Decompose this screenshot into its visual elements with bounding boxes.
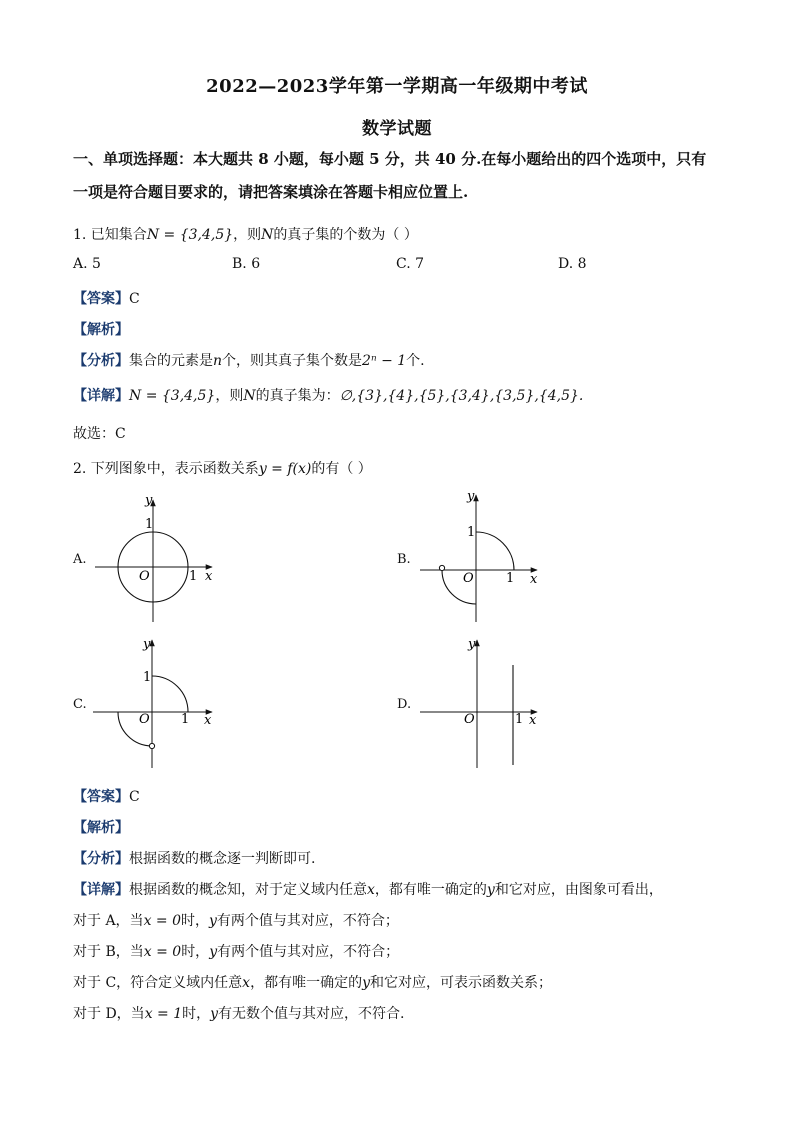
q2-case-b — [73, 941, 399, 961]
graph-a-tick-y: 1 — [145, 517, 154, 532]
graph-d-origin: O — [464, 712, 475, 727]
graph-c-tick-y: 1 — [143, 670, 152, 685]
q2-detail-c: 和它对应，由图象可看出， — [494, 882, 663, 898]
q2-case-d-text: 对于 D，当 — [73, 1006, 145, 1022]
graph-c-tick-x: 1 — [181, 712, 190, 727]
q2-stem-prefix: 2. 下列图象中，表示函数关系 — [73, 461, 259, 477]
q1-fenxi-tag: 【分析】 — [73, 353, 129, 369]
q2-case-d-end: 有无数个值与其对应，不符合. — [218, 1006, 405, 1022]
q2-case-b-mid: 时， — [181, 944, 210, 960]
q1-fenxi-formula: 2ⁿ − 1 — [362, 353, 407, 369]
graph-b-x-label: x — [530, 572, 538, 587]
graph-d-tick-x: 1 — [515, 712, 524, 727]
graph-c-x-label: x — [204, 713, 212, 728]
q2-case-b-end: 有两个值与其对应，不符合； — [217, 944, 400, 960]
q1-set-name: N — [261, 227, 274, 243]
q1-fenxi-text-a: 集合的元素是 — [129, 353, 213, 369]
q1-fenxi-text-c: 个. — [406, 353, 425, 369]
graph-d — [420, 637, 537, 768]
q2-stem-suffix: 的有（ ） — [311, 461, 372, 477]
graph-d-y-label: y — [468, 637, 476, 652]
q2-case-b-text: 对于 B，当 — [73, 944, 144, 960]
q1-option-c: C. 7 — [396, 256, 425, 272]
q1-detail-n: N — [243, 388, 256, 404]
q2-case-a-mid: 时， — [181, 913, 209, 929]
q2-stem-formula: y = f(x) — [258, 461, 312, 477]
graph-b-y-label: y — [467, 489, 475, 504]
q1-option-b: B. 6 — [232, 256, 261, 272]
graph-d-x-label: x — [529, 713, 537, 728]
q1-fenxi-n: n — [213, 353, 223, 369]
q2-case-c-y: y — [362, 975, 370, 991]
graph-c-origin: O — [139, 712, 150, 727]
q2-detail-b: ，都有唯一确定的 — [374, 882, 487, 898]
q2-case-c-math: x — [242, 975, 251, 991]
graph-b-label: B. — [397, 552, 411, 567]
q2-case-c-mid: ，都有唯一确定的 — [250, 975, 363, 991]
q2-case-c-end: 和它对应，可表示函数关系； — [370, 975, 552, 991]
graph-c-arc-upper-right — [152, 676, 188, 712]
graph-a — [95, 493, 213, 622]
graph-b — [420, 489, 538, 622]
q2-case-a-end: 有两个值与其对应，不符合； — [216, 913, 399, 929]
q2-case-a-text: 对于 A，当 — [73, 913, 144, 929]
q2-analysis-label: 【解析】 — [73, 820, 129, 836]
q1-detail-text-b: ，则 — [215, 388, 244, 404]
q2-case-a-math: x = 0 — [143, 913, 181, 929]
graph-c — [93, 637, 212, 768]
graph-a-label: A. — [73, 552, 87, 567]
graph-d-label: D. — [397, 697, 412, 712]
q1-fenxi-text-b: 个，则其真子集个数是 — [222, 353, 363, 369]
q2-case-c — [73, 972, 552, 992]
q1-answer-tag: 【答案】 — [73, 291, 129, 307]
q1-answer-value: C — [129, 291, 140, 307]
q2-answer-value: C — [129, 789, 140, 805]
q1-option-a: A. 5 — [73, 256, 101, 272]
q2-analysis-tag — [73, 817, 129, 837]
q1-set-expr: N = {3,4,5} — [146, 227, 234, 243]
q2-case-d-math: x = 1 — [144, 1006, 183, 1022]
q1-detail-tag: 【详解】 — [73, 388, 129, 404]
q2-detail-tag: 【详解】 — [73, 882, 129, 898]
q2-case-d-mid: 时， — [182, 1006, 211, 1022]
q1-stem-suffix: 的真子集的个数为（ ） — [273, 227, 418, 243]
q2-answer-tag: 【答案】 — [73, 789, 129, 805]
q1-option-d: D. 8 — [558, 256, 587, 272]
graph-c-y-label: y — [143, 637, 151, 652]
q2-case-b-y: y — [209, 944, 218, 960]
q1-stem-prefix: 1. 已知集合 — [73, 227, 147, 243]
q1-analysis-label: 【解析】 — [73, 322, 129, 338]
q1-detail-subsets: ∅,{3},{4},{5},{3,4},{3,5},{4,5}. — [339, 388, 584, 404]
q2-fenxi-text: 根据函数的概念逐一判断即可. — [129, 851, 316, 867]
q2-fenxi — [73, 848, 315, 868]
graph-c-label: C. — [73, 697, 87, 712]
section-instructions-line2: 一项是符合题目要求的，请把答案填涂在答题卡相应位置上. — [73, 183, 469, 201]
graph-b-tick-x: 1 — [506, 571, 515, 586]
q1-conclusion: 故选：C — [73, 426, 126, 442]
page-subtitle: 数学试题 — [362, 119, 432, 139]
section-instructions-line1: 一、单项选择题：本大题共 8 小题，每小题 5 分，共 40 分.在每小题给出的四个选项中，只有 — [73, 150, 707, 168]
q2-detail-x: x — [367, 882, 375, 898]
graph-b-origin: O — [463, 571, 474, 586]
q2-detail — [73, 879, 663, 899]
q2-fenxi-tag: 【分析】 — [73, 851, 129, 867]
graph-a-tick-x: 1 — [189, 569, 198, 584]
graph-a-origin: O — [139, 569, 150, 584]
q2-case-d — [73, 1003, 405, 1023]
graph-b-open-point — [439, 565, 444, 570]
q2-case-c-text: 对于 C，符合定义域内任意 — [73, 975, 243, 991]
q2-detail-y: y — [486, 882, 495, 898]
q2-case-a-y: y — [209, 913, 217, 929]
page-title: 2022—2023学年第一学期高一年级期中考试 — [206, 76, 588, 97]
q1-stem-mid: ，则 — [233, 227, 262, 243]
graph-c-open-point — [149, 743, 154, 748]
q2-case-b-math: x = 0 — [143, 944, 182, 960]
q2-answer — [73, 786, 140, 806]
q1-detail-set: N = {3,4,5} — [129, 388, 216, 404]
graph-b-arc-upper-right — [476, 532, 514, 570]
q2-detail-a: 根据函数的概念知，对于定义域内任意 — [129, 882, 367, 898]
graph-b-tick-y: 1 — [467, 525, 476, 540]
graph-a-x-label: x — [205, 569, 213, 584]
q2-case-a — [73, 910, 399, 930]
q1-detail-text-d: 的真子集为： — [255, 388, 340, 404]
graph-a-y-label: y — [145, 493, 153, 508]
q2-case-d-y: y — [210, 1006, 219, 1022]
